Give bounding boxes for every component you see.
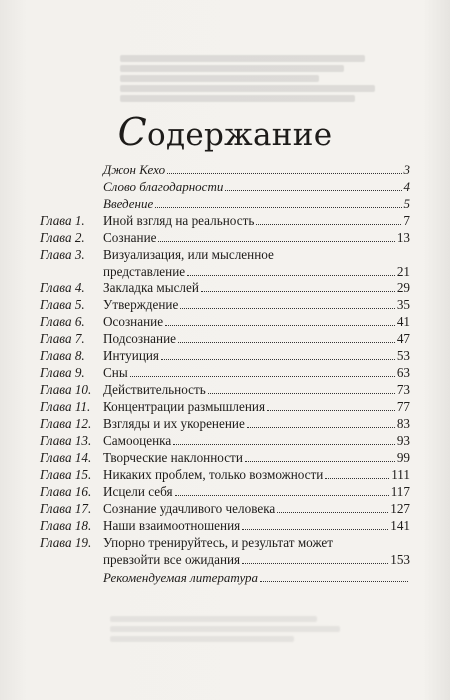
chapter-label: Глава 13. bbox=[40, 433, 92, 448]
toc-page-number: 29 bbox=[396, 280, 410, 295]
chapter-label: Глава 6. bbox=[40, 314, 85, 329]
leader-dots bbox=[267, 409, 395, 411]
toc-entry-chapter[interactable] bbox=[40, 246, 410, 279]
toc-page-number: 3 bbox=[403, 162, 410, 177]
toc-entry-chapter[interactable] bbox=[40, 313, 410, 330]
toc-entry-title: Рекомендуемая литература bbox=[103, 570, 259, 585]
toc-page-number: 141 bbox=[390, 518, 410, 533]
toc-entry-title: Творческие наклонности bbox=[103, 450, 243, 465]
toc-page-number: 83 bbox=[396, 416, 410, 431]
toc-page-number: 93 bbox=[396, 433, 410, 448]
toc-page-number: 73 bbox=[396, 382, 410, 397]
toc-entry-front-3[interactable] bbox=[40, 195, 410, 212]
toc-entry-title: Никаких проблем, только возможности bbox=[103, 467, 324, 482]
toc-entry-title: Введение bbox=[103, 196, 154, 211]
toc-entry-title-cont: представление bbox=[103, 264, 186, 279]
toc-entry-title: Осознание bbox=[103, 314, 164, 329]
toc-entry-front-1[interactable] bbox=[40, 161, 410, 178]
toc-entry-title: Иной взгляд на реальность bbox=[103, 213, 255, 228]
leader-dots bbox=[260, 580, 408, 582]
toc-entry-chapter[interactable] bbox=[40, 296, 410, 313]
toc-page-number: 153 bbox=[390, 552, 410, 567]
toc-entry-chapter[interactable] bbox=[40, 381, 410, 398]
leader-dots bbox=[256, 223, 401, 225]
leader-dots bbox=[161, 358, 395, 360]
bleed-through-text bbox=[120, 52, 375, 112]
leader-dots bbox=[277, 511, 388, 513]
toc-page-number: 13 bbox=[396, 230, 410, 245]
chapter-label: Глава 12. bbox=[40, 416, 92, 431]
toc-entry-title: Концентрации размышления bbox=[103, 399, 266, 414]
toc-entry-chapter[interactable] bbox=[40, 534, 410, 567]
chapter-label: Глава 2. bbox=[40, 230, 85, 245]
toc-entry-chapter[interactable] bbox=[40, 415, 410, 432]
leader-dots bbox=[208, 392, 395, 394]
toc-page-number: 41 bbox=[396, 314, 410, 329]
toc-page-number: 127 bbox=[390, 501, 410, 516]
toc-entry-title: Взгляды и их укоренение bbox=[103, 416, 245, 431]
leader-dots bbox=[178, 341, 395, 343]
leader-dots bbox=[155, 206, 401, 208]
toc-entry-chapter[interactable] bbox=[40, 466, 410, 483]
toc-page-number: 47 bbox=[396, 331, 410, 346]
chapter-label: Глава 10. bbox=[40, 382, 92, 397]
leader-dots bbox=[225, 189, 401, 191]
toc-entry-title-cont: превзойти все ожидания bbox=[103, 552, 241, 567]
toc-entry-front-2[interactable] bbox=[40, 178, 410, 195]
chapter-label: Глава 9. bbox=[40, 365, 85, 380]
toc-entry-title: Упорно тренируйтесь, и результат может bbox=[103, 535, 333, 550]
leader-dots bbox=[245, 460, 395, 462]
toc-page-number: 35 bbox=[396, 297, 410, 312]
toc-page-number: 117 bbox=[390, 484, 410, 499]
leader-dots bbox=[242, 562, 388, 564]
toc-entry-chapter[interactable] bbox=[40, 212, 410, 229]
toc-entry-chapter[interactable] bbox=[40, 364, 410, 381]
chapter-label: Глава 8. bbox=[40, 348, 85, 363]
leader-dots bbox=[130, 375, 395, 377]
toc-page-number: 7 bbox=[403, 213, 410, 228]
chapter-label: Глава 5. bbox=[40, 297, 85, 312]
toc-entry-title: Самооценка bbox=[103, 433, 172, 448]
toc-page-number: 4 bbox=[403, 179, 410, 194]
toc-entry-chapter[interactable] bbox=[40, 330, 410, 347]
toc-entry-title: Наши взаимоотношения bbox=[103, 518, 241, 533]
toc-entry-chapter[interactable] bbox=[40, 432, 410, 449]
title-initial: С bbox=[117, 110, 148, 154]
toc-page-number: 77 bbox=[396, 399, 410, 414]
toc-entry-title: Действительность bbox=[103, 382, 206, 397]
toc-entry-title: Подсознание bbox=[103, 331, 176, 346]
toc-entry-chapter[interactable] bbox=[40, 517, 410, 534]
toc-entry-title: Сны bbox=[103, 365, 128, 380]
leader-dots bbox=[242, 528, 388, 530]
title-rest: одержание bbox=[147, 117, 333, 153]
toc-page-number: 21 bbox=[396, 264, 410, 279]
chapter-label: Глава 16. bbox=[40, 484, 92, 499]
chapter-label: Глава 14. bbox=[40, 450, 92, 465]
leader-dots bbox=[187, 274, 395, 276]
chapter-label: Глава 7. bbox=[40, 331, 85, 346]
leader-dots bbox=[165, 324, 395, 326]
chapter-label: Глава 4. bbox=[40, 280, 85, 295]
toc-entry-title: Сознание bbox=[103, 230, 157, 245]
toc-entry-title: Джон Кехо bbox=[103, 162, 166, 177]
leader-dots bbox=[175, 494, 389, 496]
leader-dots bbox=[167, 172, 401, 174]
table-of-contents bbox=[40, 161, 410, 586]
toc-entry-chapter[interactable] bbox=[40, 279, 410, 296]
toc-entry-back-1[interactable] bbox=[40, 569, 410, 586]
chapter-label: Глава 18. bbox=[40, 518, 92, 533]
chapter-label: Глава 19. bbox=[40, 535, 92, 550]
toc-entry-title: Интуиция bbox=[103, 348, 160, 363]
toc-page-number: 111 bbox=[391, 467, 410, 482]
toc-entry-chapter[interactable] bbox=[40, 449, 410, 466]
toc-entry-chapter[interactable] bbox=[40, 398, 410, 415]
toc-entry-title: Утверждение bbox=[103, 297, 179, 312]
toc-entry-chapter[interactable] bbox=[40, 483, 410, 500]
toc-entry-title: Исцели себя bbox=[103, 484, 173, 499]
chapter-label: Глава 1. bbox=[40, 213, 85, 228]
toc-entry-title: Визуализация, или мысленное bbox=[103, 247, 274, 262]
chapter-label: Глава 17. bbox=[40, 501, 92, 516]
leader-dots bbox=[247, 426, 395, 428]
leader-dots bbox=[201, 290, 395, 292]
toc-entry-chapter[interactable] bbox=[40, 500, 410, 517]
leader-dots bbox=[180, 307, 394, 309]
chapter-label: Глава 3. bbox=[40, 247, 85, 262]
bleed-through-text-bottom bbox=[110, 612, 340, 652]
toc-entry-title: Закладка мыслей bbox=[103, 280, 199, 295]
page-title bbox=[0, 110, 450, 154]
toc-entry-chapter[interactable] bbox=[40, 347, 410, 364]
toc-entry-title: Сознание удачливого человека bbox=[103, 501, 276, 516]
toc-page-number: 63 bbox=[396, 365, 410, 380]
leader-dots bbox=[173, 443, 395, 445]
leader-dots bbox=[158, 240, 394, 242]
leader-dots bbox=[325, 477, 389, 479]
chapter-label: Глава 15. bbox=[40, 467, 92, 482]
toc-page-number: 53 bbox=[396, 348, 410, 363]
chapter-label: Глава 11. bbox=[40, 399, 91, 414]
toc-entry-title: Слово благодарности bbox=[103, 179, 224, 194]
toc-page-number: 5 bbox=[403, 196, 410, 211]
toc-page-number: 99 bbox=[396, 450, 410, 465]
toc-entry-chapter[interactable] bbox=[40, 229, 410, 246]
